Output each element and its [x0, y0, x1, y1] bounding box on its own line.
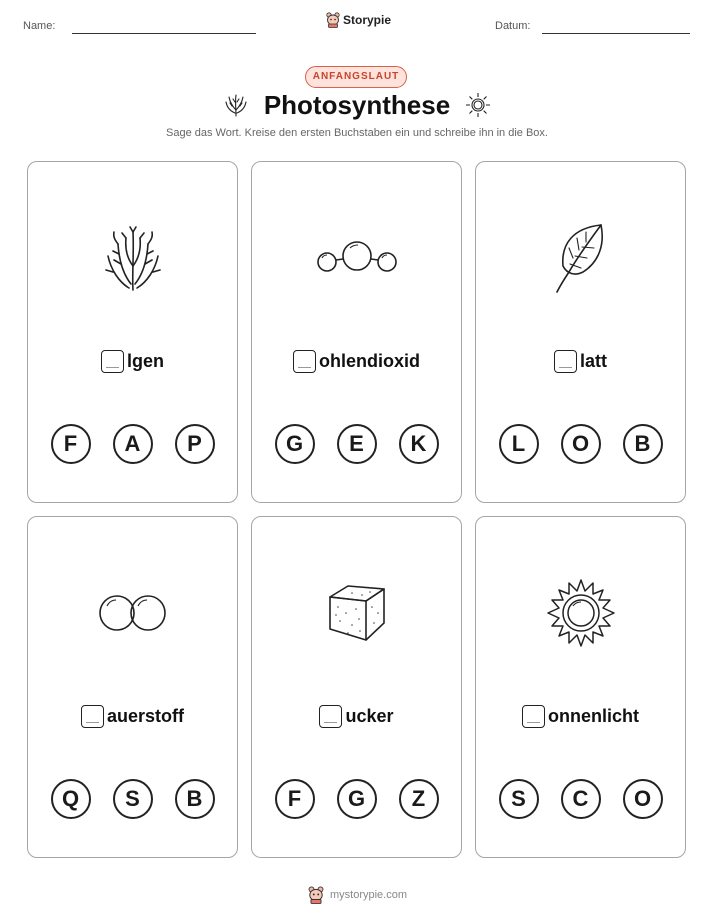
letter-option[interactable]: O: [623, 779, 663, 819]
page-title: Photosynthese: [263, 90, 451, 120]
letter-option[interactable]: S: [499, 779, 539, 819]
letter-option[interactable]: F: [275, 779, 315, 819]
storypie-mascot-icon: [326, 12, 340, 28]
word-stem: onnenlicht: [548, 706, 639, 726]
oxygen-molecule-icon: [98, 592, 168, 634]
letter-option[interactable]: G: [337, 779, 377, 819]
answer-box[interactable]: [81, 705, 104, 728]
carbon-dioxide-molecule-icon: [317, 238, 397, 278]
word-card: [251, 161, 462, 503]
letter-option[interactable]: Z: [399, 779, 439, 819]
letter-option[interactable]: A: [113, 424, 153, 464]
date-field[interactable]: [542, 33, 690, 34]
name-field[interactable]: [72, 33, 256, 34]
letter-option[interactable]: B: [623, 424, 663, 464]
word-stem: ohlendioxid: [319, 351, 420, 371]
topic-badge: ANFANGSLAUT: [305, 66, 407, 88]
sugar-cube-icon: [326, 583, 388, 643]
footer-url: mystorypie.com: [330, 889, 408, 901]
word-stem: auerstoff: [106, 706, 184, 726]
date-label: Datum:: [495, 20, 531, 32]
word-card: [27, 516, 238, 858]
answer-box[interactable]: [522, 705, 545, 728]
letter-option[interactable]: L: [499, 424, 539, 464]
word-card: [475, 516, 686, 858]
letter-option[interactable]: O: [561, 424, 601, 464]
letter-option[interactable]: K: [399, 424, 439, 464]
letter-option[interactable]: S: [113, 779, 153, 819]
answer-box[interactable]: [293, 350, 316, 373]
instructions: Sage das Wort. Kreise den ersten Buchstaben ein und schreibe ihn in die Box.: [166, 127, 548, 139]
letter-option[interactable]: C: [561, 779, 601, 819]
sun-icon: [465, 92, 491, 118]
leaf-icon: [553, 222, 609, 294]
word-card: [251, 516, 462, 858]
brand-logo: [326, 12, 391, 28]
letter-option[interactable]: Q: [51, 779, 91, 819]
letter-option[interactable]: E: [337, 424, 377, 464]
letter-option[interactable]: F: [51, 424, 91, 464]
brand-name: Storypie: [343, 13, 392, 27]
algae-icon: [101, 224, 165, 292]
word-card: [27, 161, 238, 503]
letter-option[interactable]: G: [275, 424, 315, 464]
answer-box[interactable]: [101, 350, 124, 373]
footer: [308, 886, 407, 904]
name-label: Name:: [23, 20, 56, 32]
answer-box[interactable]: [554, 350, 577, 373]
storypie-mascot-icon: [308, 886, 324, 904]
word-stem: ucker: [345, 706, 394, 726]
sun-icon: [546, 578, 616, 648]
word-card: [475, 161, 686, 503]
word-stem: lgen: [126, 351, 164, 371]
answer-box[interactable]: [319, 705, 342, 728]
word-stem: latt: [580, 351, 607, 371]
letter-option[interactable]: B: [175, 779, 215, 819]
letter-option[interactable]: P: [175, 424, 215, 464]
